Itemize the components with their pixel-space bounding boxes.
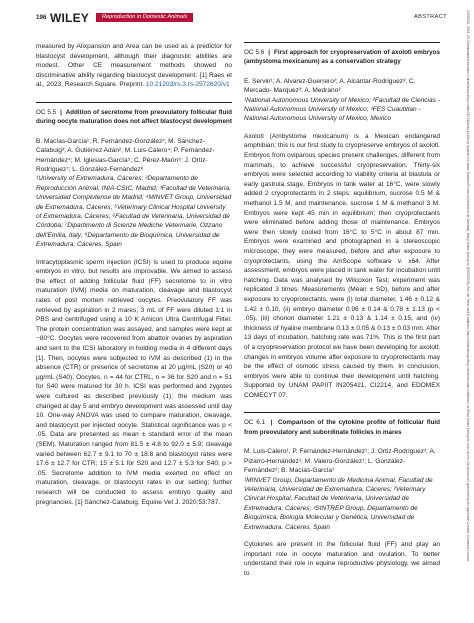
abstract-heading: OC 6.1 | Comparison of the cytokine profile of follicular fluid from preovulatory and subordinate follicles in mares (244, 419, 441, 436)
abstract-authors: E. Servin¹; A. Alvarez-Guerrero²; A. Alcantar-Rodriguez³; C. Mercado- Marquez³; A. Medrano³ (244, 77, 416, 95)
abstract-heading: OC 5.6 | First approach for cryopreservation of axolotl embryos (ambystoma mexicanum) as a conservation strategy (244, 49, 441, 66)
abstract-authors: M. Luis-Calero¹; P. Fernández-Hernández¹; J. Ortiz-Rodríguez²; A. Pizarro-Hernández¹; M. Valero-González¹; L. González-Fernández³; B. Macías-García¹ (244, 448, 436, 475)
abstract-title: First approach for cryopreservation of axolotl embryos (ambystoma mexicanum) as a conservation strategy (244, 49, 441, 66)
abstract-authors: B. Macías-García¹; R. Fernández-González²; M. Sánchez-Calabuig³; A. Gutiérrez Adán²; M. Luis-Calero⁴; P. Fernández-Hernández⁴; M. Iglesias-García⁵; C. Pérez-Marín⁶; J. Ortiz-Rodríguez⁷; L. González-Fernández⁸ (36, 137, 215, 173)
doi-link[interactable]: 10.21203/rs.3.rs-2572620/v1 (145, 81, 230, 89)
abstract-title: Comparison of the cytokine profile of follicular fluid from preovulatory and subordinate follicles in mares (244, 419, 441, 436)
publisher-logo: WILEY (50, 11, 89, 25)
section-label: ABSTRACT (413, 14, 447, 20)
right-column (244, 42, 440, 578)
abstract-code: OC 5.6 (244, 49, 265, 56)
page-number: 196 (36, 14, 47, 21)
abstract-affiliations: ¹University of Extremadura, Cáceres; ²Departamento de Reproducción Animal, INIA-CSIC, Madrid; ³Facultad de Veterinaria, Universidad Complutense de Madrid; ⁴MINVET Group, Universidad de Extremadura, Cáceres; ⁵Veterinary Clinical Hospital University of Extremadura, Cáceres; ⁶Facultad de Veterinaria, Universidad de Córdoba; ⁷Dipartimento di Scienze Mediche Veterinarie, Ozzano dell'Emilia, Italy; ⁸Departamento de Bioquímica, Universidad de Extremadura, Cáceres, Spain (36, 175, 232, 249)
abstract-code: OC 6.1 (244, 419, 266, 427)
abstract-title: Addition of secretome from preovulatory follicular fluid during oocyte maturation does not affect blastocyst development (36, 108, 232, 126)
download-notice-strip (464, 0, 474, 623)
abstract-body: Axolotl (Ambystoma mexicanum) is a Mexican endangered amphibian; this is our first study to cryopreserve embryos of axolotl. Embryos from oviparous species present challenges, different from mammals, to achieve successful cryopreservation. Thirty-six embryos were selected according to viability criteria at blastula or early gastrula stage. Embryos in tank water at 16°C, were slowly added 2 cryoprotectants in 2 steps: equilibrium, sucrose 0.5 M & methanol 1.5 M, and maintenance, sucrose 1 M & methanol 3 M. Embryos were kept 45 min in equilibrium; then cryoprotectants were eliminated before adding those of maintenance. Embryos were then slowly cooled from 16°C to 5°C in about 87 min. Embryos were examined and photographed in a stereoscopic microscope; they were measured, before and after exposure to cryoprotectants, using the AmScope software v. x64. After assessment, embryos were placed in tank water for incubation until hatching. Data was analysed by Wilcoxon Test; experiment was replicated 3 times. Measurements (Mean ± SD), before and after exposure to cryoprotectants, were (i) total diameter, 1.46 ± 0.12 & 1.42 ± 0.10, (ii) embryo diameter 0.96 ± 0.14 & 0.78 ± 1.13 (p < .05), (iii) chorion diameter 1.21 ± 0.13 & 1.14 ± 0.15, and (iv) thickness of hyaline membrane 0.13 ± 0.05 & 0.13 ± 0.03 mm. After 13 days of incubation, hatching rate was 71%. This is the first part of a cryopreservation protocol we have been developing for axolotl; changes in embryos volume after exposure to cryoprotectants may be the effect of osmotic stress caused by them. In conclusion, embryos were able to continue their development until hatching. Supported by UNAM PAPIIT IN205421, CI2214, and EDOMEX COMECYT 07. (244, 132, 440, 399)
continued-text: measured by Alixpansion and Area can be used as a predictor for blastocyst development, although their diagnostic abilities are modest. Other CE measurement methods showed no discriminative ability regarding blastocyst development. [1] Raes et al., 2023, Research Square. Preprint. (36, 43, 232, 89)
abstract-body: Intracytoplasmic sperm injection (ICSI) is used to produce equine embryos in vitro, but results are improvable. We aimed to assess the effect of adding follicular fluid (FF) secretome to in vitro maturation (IVM) media on maturation, cleavage and blastocyst rates of post mortem retrieved oocytes. Preovulatory FF was retrieved by aspiration in 2 mares; 3 mL of FF were diluted 1:1 in PBS and centrifuged using a 10 K Amicon Ultra Centrifugal Filter. The protein concentration was assayed, and samples were kept at −80°C. Oocytes were recovered from abattoir ovaries by aspiration and sent to the ICSI laboratory in holding media in 4 different days [1]. Then, oocytes were subjected to IVM as described (1) in the absence (CTR) or presence of secretome at 20 µg/mL (S20) or 40 µg/mL (S40). Oocytes, n = 44 for CTRL, n = 36 for S20 and n = 51 for S40 were matured for 30 h. ICSI was performed and zygotes were cultured as described previously (1); the medium was changed at day 5 and embryo development was assessed until day 10. One-way ANOVA was used to compare maturation, cleavage, and blastocyst per injected oocyte. Statistical significance was p < .05. Data are presented as mean ± standard error of the mean (SEM). Maturation ranged from 81.5 ± 4.8 to 92.0 ± 5.9; cleavage varied between 62.7 ± 9.1 to 70 ± 18.8 and blastocyst rates were 17.6 ± 12.7 for CTR; 15 ± 5.1 for S20 and 12.7 ± 5.3 for S40; p > .05. Secretome addition to IVM media exerted no effect on maturation, cleavage, or blastocyst rates in our setting; further research will be conducted to assess embryo quality and pregnancies. [1] Sánchez-Calabuig. Equine Vet J. 2020;53:787. (36, 258, 232, 506)
download-notice: 14390531, 2023, S3, Downloaded from https://onlinelibrary.wiley.com/doi/10.1111/rda.14426 by Spanish Cochrane National Provision (Ministerio de Sanidad), Wiley Online Library on [20/09/2023]. See the Terms and Conditions (https://onlinelibrary.wiley.com/terms-and-conditions) on Wiley Online Library for rules of use; OA articles are governed by the applicable Creative Commons License (466, 10, 470, 562)
page-header (36, 11, 447, 27)
continued-paragraph (36, 42, 232, 90)
journal-name: Reproduction in Domestic Animals (96, 13, 193, 22)
abstract-body: Cytokines are present in the follicular fluid (FF) and play an important role in oocyte maturation and ovulation. To better understand their role in equine reproductive physiology, we aimed to (244, 540, 440, 577)
abstract-heading: OC 5.5 | Addition of secretome from preovulatory follicular fluid during oocyte maturation does not affect blastocyst development (36, 108, 232, 126)
abstract-affiliations: ¹National Autonomous University of Mexico; ²Facultad de Ciencias - National Autonomous University of Mexico; ³FES Cuautitlan - National Autonomous University of Mexico, Mexico (244, 96, 440, 123)
abstract-affiliations: ¹MINVET Group, Departamento de Medicina Animal, Facultad de Veterinaria, Universidad de Extremadura, Cáceres; ²Veterinary Clinical Hospital, Facultad de Veterinaria, Universidad de Extremadura, Cáceres; ³SINTREP Group, Departamento de Bioquímica, Biología Molecular y Genética, Universidad de Extremadura, Cáceres, Spain (244, 476, 433, 531)
left-column (36, 42, 232, 507)
abstract-code: OC 5.5 (36, 108, 57, 116)
